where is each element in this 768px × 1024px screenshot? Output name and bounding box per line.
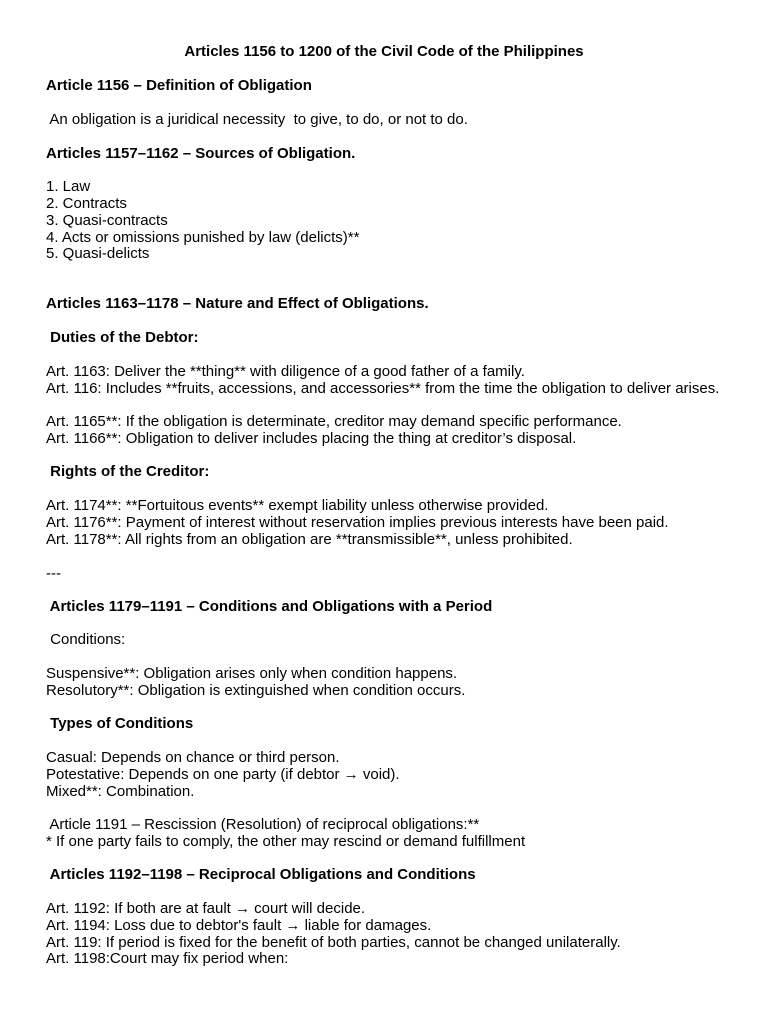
list-item: Art. 1178**: All rights from an obligation are **transmissible**, unless prohibited. <box>46 531 573 548</box>
conditions-label: Conditions: <box>46 631 126 648</box>
list-item: Art. 1198:Court may fix period when: <box>46 950 289 967</box>
subheading-types: Types of Conditions <box>46 715 194 732</box>
section-heading-nature: Articles 1163–1178 – Nature and Effect of Obligations. <box>46 295 429 312</box>
list-item: Suspensive**: Obligation arises only when condition happens. <box>46 665 458 682</box>
rescission-note: * If one party fails to comply, the other may rescind or demand fulfillment <box>46 833 526 850</box>
list-item: 4. Acts or omissions punished by law (delicts)** <box>46 229 360 246</box>
list-item: Art. 1194: Loss due to debtor's fault → liable for damages. <box>46 917 432 934</box>
list-item: Art. 1163: Deliver the **thing** with diligence of a good father of a family. <box>46 363 525 380</box>
list-item: Art. 119: If period is fixed for the benefit of both parties, cannot be changed unilaterally. <box>46 934 621 951</box>
rescission-line: Article 1191 – Rescission (Resolution) of reciprocal obligations:** <box>46 816 480 833</box>
list-item: Art. 1165**: If the obligation is determinate, creditor may demand specific performance. <box>46 413 622 430</box>
list-item: Art. 1192: If both are at fault → court will decide. <box>46 900 366 917</box>
section-heading-reciprocal: Articles 1192–1198 – Reciprocal Obligations and Conditions <box>46 866 476 883</box>
list-item: Art. 1174**: **Fortuitous events** exempt liability unless otherwise provided. <box>46 497 549 514</box>
document-title: Articles 1156 to 1200 of the Civil Code of the Philippines <box>184 43 584 60</box>
list-item: Art. 1176**: Payment of interest without reservation implies previous interests have been paid. <box>46 514 669 531</box>
list-item: 1. Law <box>46 178 91 195</box>
list-item: Potestative: Depends on one party (if debtor → void). <box>46 766 400 783</box>
list-item: Mixed**: Combination. <box>46 783 195 800</box>
section-heading-1156: Article 1156 – Definition of Obligation <box>46 77 312 94</box>
list-item: 5. Quasi-delicts <box>46 245 150 262</box>
subheading-creditor: Rights of the Creditor: <box>46 463 210 480</box>
section-heading-sources: Articles 1157–1162 – Sources of Obligation. <box>46 145 356 162</box>
subheading-debtor: Duties of the Debtor: <box>46 329 199 346</box>
list-item: Art. 116: Includes **fruits, accessions, and accessories** from the time the obligation to deliver arises. <box>46 380 720 397</box>
separator: --- <box>46 565 61 582</box>
section-heading-conditions: Articles 1179–1191 – Conditions and Obligations with a Period <box>46 598 493 615</box>
list-item: Casual: Depends on chance or third person. <box>46 749 340 766</box>
list-item: Resolutory**: Obligation is extinguished when condition occurs. <box>46 682 466 699</box>
list-item: Art. 1166**: Obligation to deliver includes placing the thing at creditor’s disposal. <box>46 430 577 447</box>
list-item: 2. Contracts <box>46 195 127 212</box>
paragraph-definition: An obligation is a juridical necessity to give, to do, or not to do. <box>46 111 468 128</box>
list-item: 3. Quasi-contracts <box>46 212 168 229</box>
